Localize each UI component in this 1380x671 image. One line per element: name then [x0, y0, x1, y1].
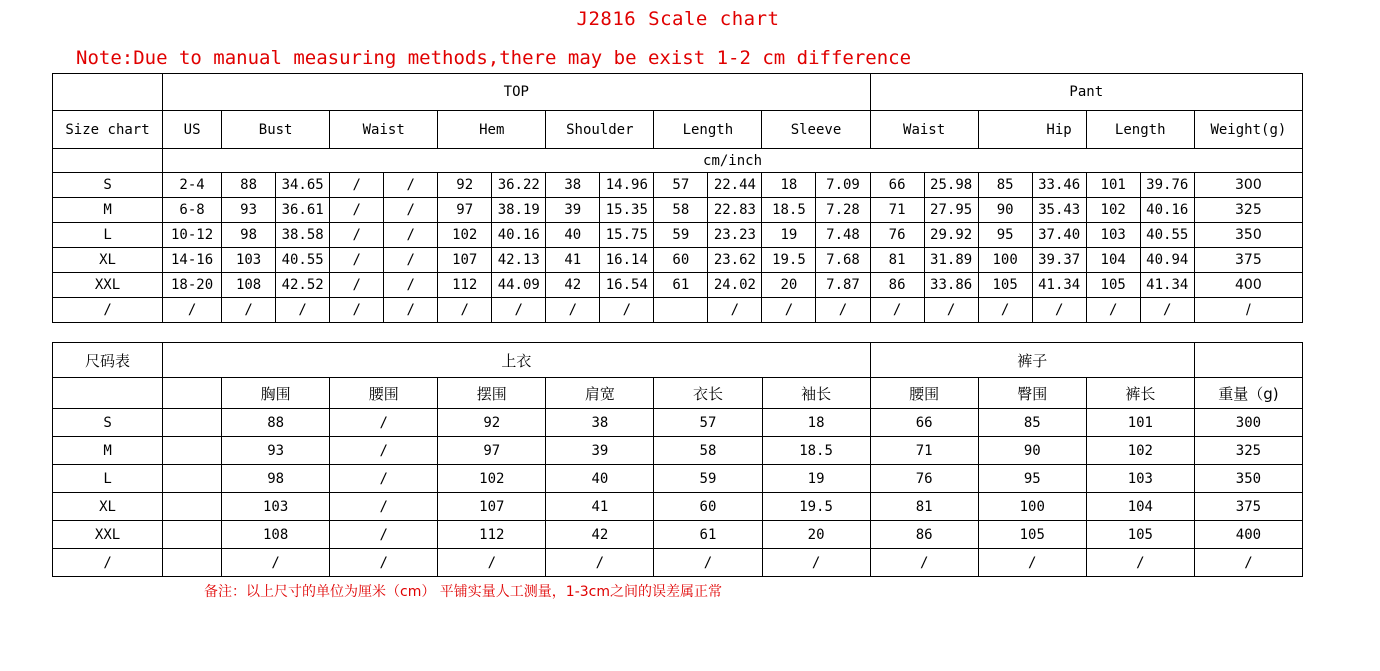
cell-value: 81 — [870, 493, 978, 521]
cell-hem-cm: 112 — [438, 273, 492, 298]
cell-waist-in: / — [384, 198, 438, 223]
cell-value: / — [222, 549, 330, 577]
cell-bust-in: 42.52 — [276, 273, 330, 298]
cell-value: 92 — [438, 409, 546, 437]
cell-weight: 400 — [1194, 521, 1302, 549]
cn-column-header-waist: 腰围 — [330, 378, 438, 409]
cell-waist-cm: / — [330, 223, 384, 248]
cell-bust-cm: 108 — [222, 273, 276, 298]
cell-sleeve-cm: 20 — [762, 273, 816, 298]
table-row — [53, 173, 1303, 198]
table-row — [53, 521, 1303, 549]
cell-waist-cm: / — [330, 248, 384, 273]
measurement-note: Note:Due to manual measuring methods,there may be exist 1-2 cm difference — [76, 47, 912, 69]
cell-weight: 350 — [1194, 223, 1302, 248]
column-header-sleeve: Sleeve — [762, 111, 870, 149]
cell-shoulder-cm: 39 — [546, 198, 600, 223]
table-row — [53, 465, 1303, 493]
cell-value: 38 — [546, 409, 654, 437]
cell-value: / — [330, 409, 438, 437]
cell-shoulder-in: 15.75 — [600, 223, 654, 248]
cell-hip-cm: 85 — [978, 173, 1032, 198]
cell-sleeve-in: 7.87 — [816, 273, 870, 298]
cell-size: / — [53, 298, 163, 323]
table-row — [53, 493, 1303, 521]
cell-empty — [163, 437, 222, 465]
cell-value: 76 — [870, 465, 978, 493]
cell-value: 100 — [978, 493, 1086, 521]
cell-size: XXL — [53, 273, 163, 298]
cell-value: / — [330, 493, 438, 521]
cell-value: 60 — [654, 493, 762, 521]
column-header-pant-waist: Waist — [870, 111, 978, 149]
cn-column-header-pant-length: 裤长 — [1086, 378, 1194, 409]
cell-value: 19 — [762, 465, 870, 493]
column-header-shoulder: Shoulder — [546, 111, 654, 149]
cell-weight: 300 — [1194, 173, 1302, 198]
cell-value: 42 — [546, 521, 654, 549]
cell-value: 88 — [222, 409, 330, 437]
footnote: 备注：以上尺寸的单位为厘米（cm） 平铺实量人工测量，1-3cm之间的误差属正常 — [204, 584, 722, 600]
column-header-hem: Hem — [438, 111, 546, 149]
cell-sleeve-in: 7.09 — [816, 173, 870, 198]
cell-value: 103 — [1086, 465, 1194, 493]
cell-hip-in: 35.43 — [1032, 198, 1086, 223]
cell-value: 71 — [870, 437, 978, 465]
cell-bust-in: 38.58 — [276, 223, 330, 248]
cell-hip-cm: 95 — [978, 223, 1032, 248]
cell-size: / — [53, 549, 163, 577]
column-header-length: Length — [654, 111, 762, 149]
cell-shoulder-in: 16.54 — [600, 273, 654, 298]
cell-hem-cm: 107 — [438, 248, 492, 273]
cell-length-in: 23.62 — [708, 248, 762, 273]
cell-waist-in: / — [384, 223, 438, 248]
cell-plength-in: 40.55 — [1140, 223, 1194, 248]
cell-bust-cm: 93 — [222, 198, 276, 223]
column-header-weight: Weight(g) — [1194, 111, 1302, 149]
cn-column-header-pant-waist: 腰围 — [870, 378, 978, 409]
cell-value: 57 — [654, 409, 762, 437]
table-row — [53, 248, 1303, 273]
cell-length-cm: 57 — [654, 173, 708, 198]
cell-length-cm — [654, 298, 708, 323]
size-table-chinese — [52, 342, 1303, 577]
cn-empty-subheader-cell — [53, 378, 163, 409]
table-row — [53, 298, 1303, 323]
cell-bust-in: / — [276, 298, 330, 323]
table-row — [53, 437, 1303, 465]
cell-value: 105 — [978, 521, 1086, 549]
cell-value: / — [762, 549, 870, 577]
cn-column-header-length: 衣长 — [654, 378, 762, 409]
cell-size: S — [53, 173, 163, 198]
cell-shoulder-cm: 42 — [546, 273, 600, 298]
cell-bust-cm: 88 — [222, 173, 276, 198]
cell-plength-in: 39.76 — [1140, 173, 1194, 198]
top-group-header: TOP — [163, 74, 871, 111]
cell-plength-in: 40.94 — [1140, 248, 1194, 273]
cell-waist-cm: / — [330, 273, 384, 298]
cell-shoulder-in: 16.14 — [600, 248, 654, 273]
cn-column-header-weight: 重量（g) — [1194, 378, 1302, 409]
cn-top-group-header: 上衣 — [163, 343, 871, 378]
cell-hip-cm: 105 — [978, 273, 1032, 298]
cell-value: 18 — [762, 409, 870, 437]
cn-column-header-hip: 臀围 — [978, 378, 1086, 409]
cell-shoulder-in: / — [600, 298, 654, 323]
cn-column-header-shoulder: 肩宽 — [546, 378, 654, 409]
cell-value: / — [978, 549, 1086, 577]
cell-plength-in: 40.16 — [1140, 198, 1194, 223]
cell-pwaist-in: 25.98 — [924, 173, 978, 198]
cell-value: 86 — [870, 521, 978, 549]
table-row — [53, 198, 1303, 223]
cell-value: 66 — [870, 409, 978, 437]
cell-value: 104 — [1086, 493, 1194, 521]
cell-weight: 375 — [1194, 248, 1302, 273]
cell-value: / — [546, 549, 654, 577]
cell-value: / — [330, 465, 438, 493]
cell-value: 90 — [978, 437, 1086, 465]
cell-size: M — [53, 437, 163, 465]
empty-unit-cell — [53, 149, 163, 173]
cell-bust-cm: 103 — [222, 248, 276, 273]
table-row — [53, 223, 1303, 248]
cell-shoulder-cm: / — [546, 298, 600, 323]
cell-value: 112 — [438, 521, 546, 549]
cell-empty — [163, 521, 222, 549]
cell-weight: / — [1194, 549, 1302, 577]
table-row — [53, 409, 1303, 437]
cell-length-cm: 59 — [654, 223, 708, 248]
cell-waist-cm: / — [330, 198, 384, 223]
empty-header-cell — [53, 74, 163, 111]
cell-length-cm: 61 — [654, 273, 708, 298]
cell-bust-cm: / — [222, 298, 276, 323]
table-row — [53, 273, 1303, 298]
cell-plength-cm: 105 — [1086, 273, 1140, 298]
cell-hem-in: 44.09 — [492, 273, 546, 298]
cell-length-cm: 60 — [654, 248, 708, 273]
table-row — [53, 549, 1303, 577]
cell-plength-cm: 104 — [1086, 248, 1140, 273]
cell-plength-cm: 102 — [1086, 198, 1140, 223]
cell-us: / — [163, 298, 222, 323]
cell-weight: 300 — [1194, 409, 1302, 437]
cell-sleeve-cm: 19 — [762, 223, 816, 248]
cell-size: XXL — [53, 521, 163, 549]
cell-waist-in: / — [384, 273, 438, 298]
cell-value: 97 — [438, 437, 546, 465]
cell-value: / — [330, 549, 438, 577]
cell-hip-in: 39.37 — [1032, 248, 1086, 273]
cell-shoulder-cm: 41 — [546, 248, 600, 273]
cell-sleeve-cm: / — [762, 298, 816, 323]
cell-sleeve-cm: 18.5 — [762, 198, 816, 223]
size-chart-header: Size chart — [53, 111, 163, 149]
cell-shoulder-in: 14.96 — [600, 173, 654, 198]
cell-weight: 325 — [1194, 437, 1302, 465]
cell-size: M — [53, 198, 163, 223]
cell-pwaist-in: 29.92 — [924, 223, 978, 248]
cell-pwaist-in: 33.86 — [924, 273, 978, 298]
cell-hip-cm: 90 — [978, 198, 1032, 223]
cell-us: 10-12 — [163, 223, 222, 248]
cell-value: 93 — [222, 437, 330, 465]
cell-sleeve-in: / — [816, 298, 870, 323]
cell-plength-cm: 103 — [1086, 223, 1140, 248]
cell-us: 18-20 — [163, 273, 222, 298]
cell-value: / — [330, 437, 438, 465]
cell-size: S — [53, 409, 163, 437]
cell-weight: 400 — [1194, 273, 1302, 298]
cell-us: 2-4 — [163, 173, 222, 198]
cell-value: 18.5 — [762, 437, 870, 465]
column-header-pant-length: Length — [1086, 111, 1194, 149]
cell-plength-cm: 101 — [1086, 173, 1140, 198]
cell-hip-in: 37.40 — [1032, 223, 1086, 248]
cell-length-in: 24.02 — [708, 273, 762, 298]
chinese-table-body — [53, 409, 1303, 577]
cell-hem-cm: 102 — [438, 223, 492, 248]
cell-value: 41 — [546, 493, 654, 521]
cell-waist-cm: / — [330, 173, 384, 198]
cell-value: 103 — [222, 493, 330, 521]
cell-shoulder-in: 15.35 — [600, 198, 654, 223]
cell-pwaist-cm: 81 — [870, 248, 924, 273]
english-table-body — [53, 173, 1303, 323]
column-header-bust: Bust — [222, 111, 330, 149]
cell-size: XL — [53, 248, 163, 273]
cell-pwaist-in: 31.89 — [924, 248, 978, 273]
cell-value: 61 — [654, 521, 762, 549]
cell-value: 40 — [546, 465, 654, 493]
cell-hip-in: 41.34 — [1032, 273, 1086, 298]
cell-hip-in: 33.46 — [1032, 173, 1086, 198]
cell-hem-cm: 92 — [438, 173, 492, 198]
cell-value: 19.5 — [762, 493, 870, 521]
cell-waist-in: / — [384, 298, 438, 323]
cell-weight: 350 — [1194, 465, 1302, 493]
cell-value: / — [330, 521, 438, 549]
cell-value: / — [1086, 549, 1194, 577]
cell-size: L — [53, 465, 163, 493]
cell-pwaist-in: 27.95 — [924, 198, 978, 223]
cn-empty-header-cell — [1194, 343, 1302, 378]
cell-hem-in: 36.22 — [492, 173, 546, 198]
cell-bust-in: 36.61 — [276, 198, 330, 223]
cell-hip-cm: / — [978, 298, 1032, 323]
cn-column-header-sleeve: 袖长 — [762, 378, 870, 409]
cell-length-cm: 58 — [654, 198, 708, 223]
cell-hip-cm: 100 — [978, 248, 1032, 273]
cell-weight: 375 — [1194, 493, 1302, 521]
cell-length-in: 22.83 — [708, 198, 762, 223]
cell-pwaist-cm: 66 — [870, 173, 924, 198]
cell-value: 85 — [978, 409, 1086, 437]
cell-value: 39 — [546, 437, 654, 465]
cn-column-header-bust: 胸围 — [222, 378, 330, 409]
cell-bust-in: 40.55 — [276, 248, 330, 273]
pant-group-header: Pant — [870, 74, 1302, 111]
size-table-english — [52, 73, 1303, 323]
cell-value: 102 — [1086, 437, 1194, 465]
cell-value: / — [438, 549, 546, 577]
cell-size: XL — [53, 493, 163, 521]
cell-us: 6-8 — [163, 198, 222, 223]
cell-waist-cm: / — [330, 298, 384, 323]
cell-value: 20 — [762, 521, 870, 549]
cell-plength-in: / — [1140, 298, 1194, 323]
column-header-waist: Waist — [330, 111, 438, 149]
cell-waist-in: / — [384, 248, 438, 273]
cell-hem-in: 42.13 — [492, 248, 546, 273]
cell-hem-in: 38.19 — [492, 198, 546, 223]
cell-sleeve-cm: 19.5 — [762, 248, 816, 273]
cell-bust-in: 34.65 — [276, 173, 330, 198]
cn-size-chart-header: 尺码表 — [53, 343, 163, 378]
cell-pwaist-cm: / — [870, 298, 924, 323]
cell-shoulder-cm: 40 — [546, 223, 600, 248]
cell-empty — [163, 465, 222, 493]
cell-size: L — [53, 223, 163, 248]
cell-sleeve-in: 7.48 — [816, 223, 870, 248]
cell-us: 14-16 — [163, 248, 222, 273]
cell-sleeve-in: 7.68 — [816, 248, 870, 273]
cell-weight: / — [1194, 298, 1302, 323]
cell-value: 58 — [654, 437, 762, 465]
unit-label: cm/inch — [163, 149, 1303, 173]
cell-plength-in: 41.34 — [1140, 273, 1194, 298]
cell-length-in: / — [708, 298, 762, 323]
cell-hem-cm: / — [438, 298, 492, 323]
cn-pant-group-header: 裤子 — [870, 343, 1194, 378]
cell-pwaist-in: / — [924, 298, 978, 323]
cell-value: 59 — [654, 465, 762, 493]
cell-empty — [163, 409, 222, 437]
cell-bust-cm: 98 — [222, 223, 276, 248]
cell-hem-cm: 97 — [438, 198, 492, 223]
cn-column-header-hem: 摆围 — [438, 378, 546, 409]
cell-empty — [163, 549, 222, 577]
cell-sleeve-in: 7.28 — [816, 198, 870, 223]
cell-value: 105 — [1086, 521, 1194, 549]
cell-value: / — [870, 549, 978, 577]
cell-value: / — [654, 549, 762, 577]
cell-plength-cm: / — [1086, 298, 1140, 323]
cell-value: 98 — [222, 465, 330, 493]
cell-sleeve-cm: 18 — [762, 173, 816, 198]
cell-hem-in: 40.16 — [492, 223, 546, 248]
cell-value: 108 — [222, 521, 330, 549]
cell-waist-in: / — [384, 173, 438, 198]
cell-empty — [163, 493, 222, 521]
chart-title: J2816 Scale chart — [576, 8, 780, 30]
cell-pwaist-cm: 76 — [870, 223, 924, 248]
cell-length-in: 22.44 — [708, 173, 762, 198]
cell-value: 101 — [1086, 409, 1194, 437]
cell-value: 95 — [978, 465, 1086, 493]
column-header-hip: Hip — [978, 111, 1086, 149]
cell-hem-in: / — [492, 298, 546, 323]
cell-value: 102 — [438, 465, 546, 493]
cell-value: 107 — [438, 493, 546, 521]
cell-shoulder-cm: 38 — [546, 173, 600, 198]
column-header-us: US — [163, 111, 222, 149]
cell-pwaist-cm: 71 — [870, 198, 924, 223]
cn-empty-us-cell — [163, 378, 222, 409]
cell-pwaist-cm: 86 — [870, 273, 924, 298]
cell-hip-in: / — [1032, 298, 1086, 323]
cell-weight: 325 — [1194, 198, 1302, 223]
cell-length-in: 23.23 — [708, 223, 762, 248]
